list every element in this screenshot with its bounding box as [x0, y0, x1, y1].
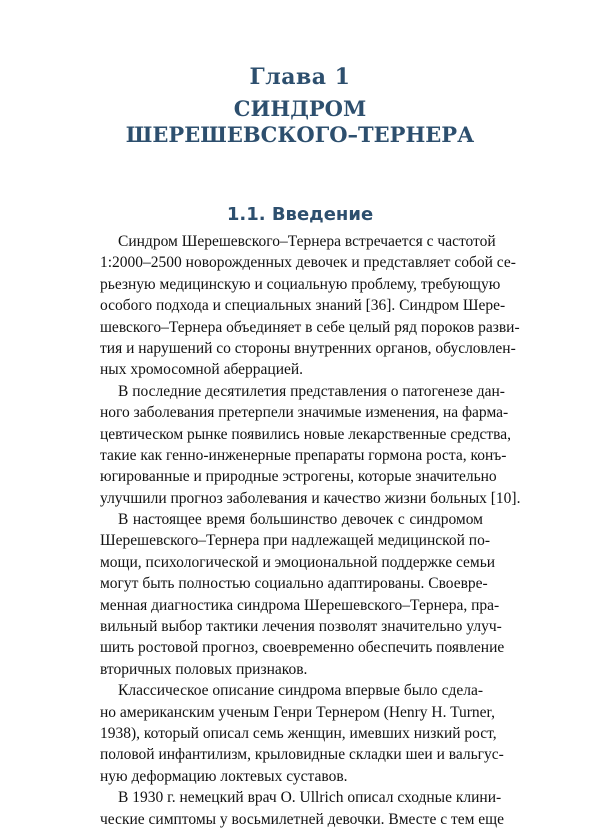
chapter-title-line: СИНДРОМ	[233, 96, 367, 121]
text-line: шить ростовой прогноз, своевременно обеспечить появление	[100, 639, 505, 657]
paragraph	[100, 231, 520, 381]
text-line: В последние десятилетия представления о патогенезе дан-	[118, 382, 505, 400]
text-line: такие как генно-инженерные препараты гормона роста, конъ-	[100, 446, 507, 464]
text-line: мощи, психологической и эмоциональной поддержке семьи	[100, 553, 496, 571]
chapter-number: Глава 1	[249, 64, 351, 90]
text-line: ческие симптомы у восьмилетней девочки. Вместе с тем еще	[100, 810, 504, 828]
chapter-title	[0, 96, 600, 148]
text-line: Классическое описание синдрома впервые было сдела-	[118, 682, 483, 700]
chapter-title-line: ШЕРЕШЕВСКОГО–ТЕРНЕРА	[125, 122, 475, 147]
text-line: половой инфантилизм, крыловидные складки шеи и вальгус-	[100, 746, 504, 764]
text-line: вторичных половых признаков.	[100, 660, 308, 678]
paragraph	[100, 381, 521, 509]
section-title: 1.1. Введение	[226, 204, 374, 225]
text-line: В 1930 г. немецкий врач O. Ullrich описал сходные клини-	[118, 789, 502, 807]
text-line: цевтическом рынке появились новые лекарственные средства,	[100, 425, 512, 443]
text-line: менная диагностика синдрома Шерешевского–Тернера, пра-	[100, 596, 500, 614]
text-line: вильный выбор тактики лечения позволят значительно улуч-	[100, 618, 502, 636]
text-line: Шерешевского–Тернера при надлежащей медицинской по-	[100, 532, 490, 550]
paragraph	[100, 509, 505, 680]
paragraph	[100, 680, 504, 787]
text-line: могут быть полностью социально адаптированы. Своевре-	[100, 575, 488, 593]
text-line: Синдром Шерешевского–Тернера встречается с частотой	[118, 233, 496, 250]
text-line: особого подхода и специальных знаний [36]. Синдром Шере-	[100, 297, 506, 315]
paragraph	[100, 787, 504, 830]
text-line: шевского–Тернера объединяет в себе целый ряд пороков разви-	[100, 318, 520, 336]
text-line: но американским ученым Генри Тернером (Henry H. Turner,	[100, 703, 495, 721]
text-line: 1:2000–2500 новорожденных девочек и представляет собой се-	[100, 254, 516, 272]
text-line: 1938), который описал семь женщин, имевших низкий рост,	[100, 724, 497, 742]
text-line: тия и нарушений со стороны внутренних органов, обусловлен-	[100, 339, 516, 357]
text-line: югированные и природные эстрогены, которые значительно	[100, 468, 497, 486]
text-line: улучшили прогноз заболевания и качество жизни больных [10].	[100, 489, 521, 507]
text-line: В настоящее время большинство девочек с синдромом	[118, 511, 483, 529]
text-line: ного заболевания претерпели значимые изменения, на фарма-	[100, 404, 509, 422]
text-line: ных хромосомной аберрацией.	[100, 361, 304, 379]
text-line: рьезную медицинскую и социальную проблему, требующую	[100, 275, 501, 293]
text-line: ную деформацию локтевых суставов.	[100, 767, 348, 785]
body-text	[100, 231, 521, 830]
